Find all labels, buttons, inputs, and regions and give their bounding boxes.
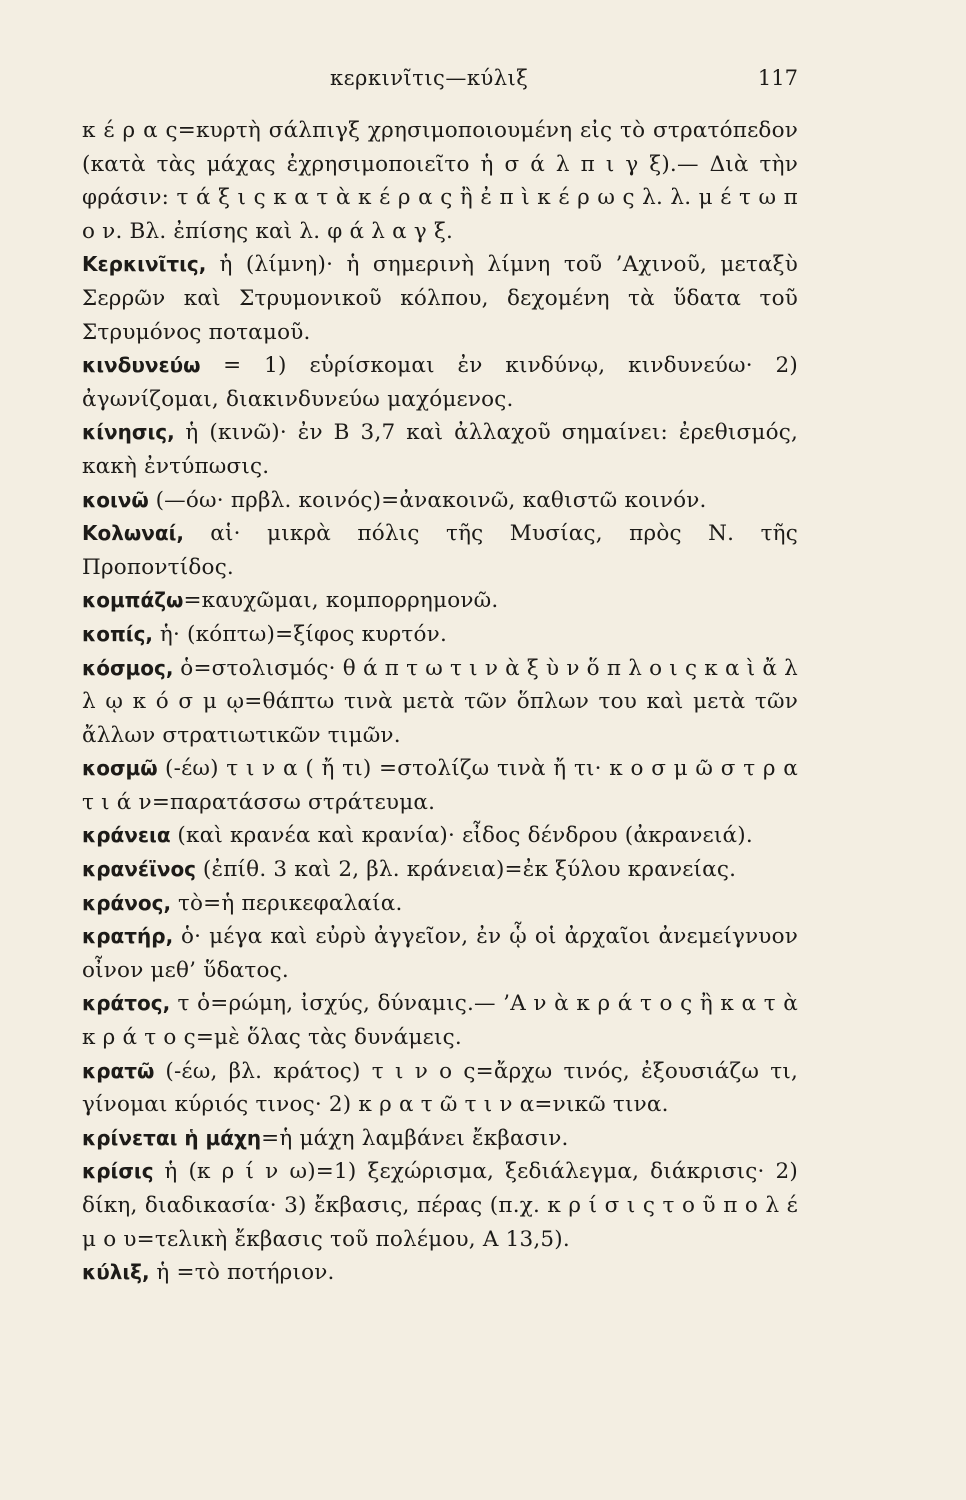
entry-text: τὸ=ἡ περικεφαλαία. (177, 890, 403, 916)
entry-text: ἡ =τὸ ποτήριον. (156, 1260, 335, 1286)
entry-text: =ἡ μάχη λαμβάνει ἔκβασιν. (261, 1125, 569, 1151)
entry (82, 416, 798, 483)
entry (82, 652, 798, 753)
entry (82, 248, 798, 349)
entry-headword: κράνος, (82, 890, 172, 915)
entry-text: (ἐπίθ. 3 καὶ 2, βλ. κράνεια)=ἐκ ξύλου κρανείας. (202, 857, 737, 883)
entry-headword: κρατήρ, (82, 924, 174, 949)
entry (82, 1256, 798, 1290)
entry (82, 987, 798, 1054)
entry-text: τ ὁ=ρώμη, ἰσχύς, δύναμις.— ’Α ν ὰ κ ρ ά τ ο ς ἢ κ α τ ὰ κ ρ ά τ ο ς=μὲ ὅλας τὰς δυνάμεις. (82, 991, 798, 1051)
entry-text: αἱ· μικρὰ πόλις τῆς Μυσίας, πρὸς Ν. τῆς Προποντίδος. (82, 521, 798, 580)
entry-headword: κόσμος, (82, 655, 174, 680)
entry (82, 517, 798, 584)
entry-headword: κοπίς, (82, 621, 154, 646)
entry (82, 1055, 798, 1122)
entry (82, 618, 798, 652)
entry-text: ἡ (λίμνη)· ἡ σημερινὴ λίμνη τοῦ ’Αχινοῦ, μεταξὺ Σερρῶν καὶ Στρυμονικοῦ κόλπου, δεχομένη τὰ ὕδατα τοῦ Στρυμόνος ποταμοῦ. (82, 252, 798, 345)
entry-headword: κομπάζω (82, 588, 184, 613)
entry-headword: κρατῶ (82, 1058, 155, 1083)
entry-headword: κίνησις, (82, 420, 175, 445)
entry (82, 752, 798, 819)
entry-text: ἡ· (κόπτω)=ξίφος κυρτόν. (159, 621, 447, 647)
running-head: κερκινῖτις—κύλιξ (330, 66, 529, 90)
entry-headword: κινδυνεύω (82, 353, 201, 378)
entry (82, 114, 798, 248)
entry (82, 1122, 798, 1156)
entry-text: (καὶ κρανέα καὶ κρανία)· εἶδος δένδρου (ἀκρανειά). (177, 823, 753, 849)
entry (82, 887, 798, 921)
entry (82, 484, 798, 518)
entry-text: (-έω, βλ. κράτος) τ ι ν ο ς=ἄρχω τινός, ἐξουσιάζω τι, γίνομαι κύριός τινος· 2) κ ρ α τ ῶ τ ι ν α=νικῶ τινα. (82, 1058, 798, 1118)
entry-headword: κράνεια (82, 823, 171, 848)
entry-text: ἡ (κινῶ)· ἐν Β 3,7 καὶ ἀλλαχοῦ σημαίνει: ἐρεθισμός, κακὴ ἐντύπωσις. (82, 420, 798, 479)
entry-text: ὁ=στολισμός· θ ά π τ ω τ ι ν ὰ ξ ὺ ν ὅ π λ ο ι ς κ α ὶ ἄ λ λ ῳ κ ό σ μ ῳ=θάπτω τινὰ μετὰ τῶν ὅπλων του καὶ μετὰ τῶν ἄλλων στρατιωτικῶν τιμῶν. (82, 655, 798, 748)
entry (82, 853, 798, 887)
entry-text: (-έω) τ ι ν α ( ἤ τι) =στολίζω τινὰ ἤ τι· κ ο σ μ ῶ σ τ ρ α τ ι ά ν=παρατάσσω στράτευμα. (82, 756, 798, 815)
page-number: 117 (757, 66, 798, 90)
entry-headword: κρανέϊνος (82, 857, 197, 882)
entry-headword: κράτος, (82, 991, 171, 1016)
entry (82, 819, 798, 853)
entry (82, 920, 798, 987)
entry-text: ἡ (κ ρ ί ν ω)=1) ξεχώρισμα, ξεδιάλεγμα, διάκρισις· 2) δίκη, διαδικασία· 3) ἔκβασις, πέρας (π.χ. κ ρ ί σ ι ς τ ο ῦ π ο λ έ μ ο υ=τελικὴ ἔκβασις τοῦ πολέμου, Α 13,5). (82, 1159, 798, 1252)
entry-text: =καυχῶμαι, κομπορρημονῶ. (183, 588, 499, 614)
entry-text: ὁ· μέγα καὶ εὐρὺ ἀγγεῖον, ἐν ᾧ οἱ ἀρχαῖοι ἀνεμείγνυον οἶνον μεθ’ ὕδατος. (82, 924, 798, 983)
entry-text: (—όω· πρβλ. κοινός)=ἀνακοινῶ, καθιστῶ κοινόν. (155, 487, 707, 513)
entry (82, 349, 798, 416)
dictionary-entries (82, 114, 798, 1290)
entry-headword: κύλιξ, (82, 1260, 150, 1285)
page-header (82, 66, 798, 100)
entry-headword: κρίσις (82, 1159, 154, 1184)
entry-headword: Κολωναί, (82, 521, 185, 546)
entry (82, 584, 798, 618)
entry-headword: κοσμῶ (82, 756, 158, 781)
entry-headword: κρίνεται ἡ μάχη (82, 1125, 262, 1150)
entry-text: κ έ ρ α ς=κυρτὴ σάλπιγξ χρησιμοποιουμένη εἰς τὸ στρατόπεδον (κατὰ τὰς μάχας ἐχρησιμοποιεῖτο ἡ σ ά λ π ι γ ξ).— Διὰ τὴν φράσιν: τ ά ξ ι ς κ α τ ὰ κ έ ρ α ς ἢ ἐ π ὶ κ έ ρ ω ς λ. λ. μ έ τ ω π ο ν. Βλ. ἐπίσης καὶ λ. φ ά λ α γ ξ. (82, 118, 798, 244)
entry-text: = 1) εὑρίσκομαι ἐν κινδύνῳ, κινδυνεύω· 2) ἀγωνίζομαι, διακινδυνεύω μαχόμενος. (82, 353, 799, 412)
entry (82, 1155, 798, 1256)
entry-headword: Κερκινῖτις, (82, 252, 207, 277)
entry-headword: κοινῶ (82, 487, 149, 512)
